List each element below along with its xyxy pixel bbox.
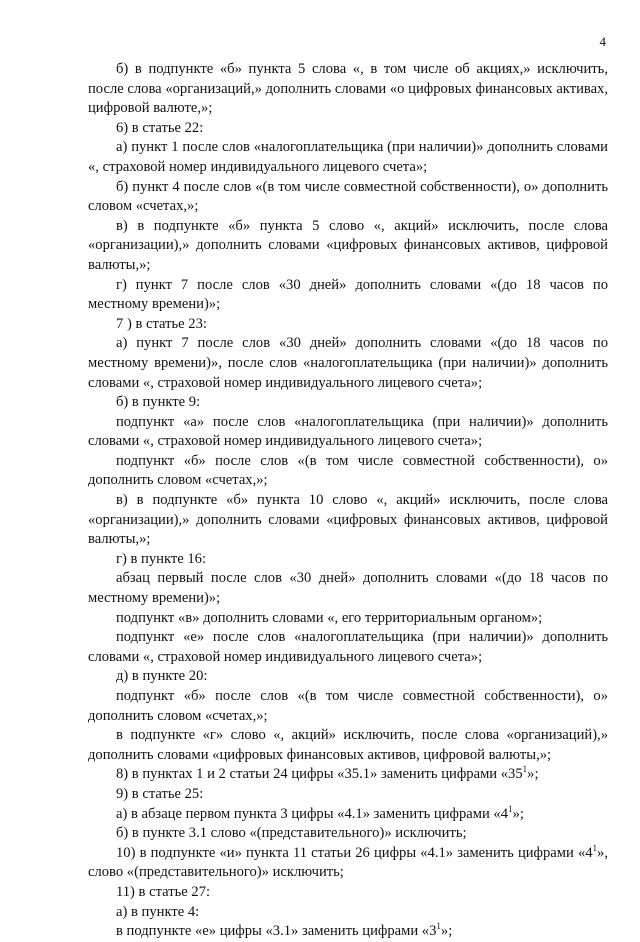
paragraph: в) в подпункте «б» пункта 10 слово «, акций» исключить, после слова «организации),» дополнить словами «цифровых финансовых активов, цифровой валюты,»; — [88, 492, 608, 548]
paragraph: подпункт «а» после слов «налогоплательщика (при наличии)» дополнить словами «, страховой номер индивидуального лицевого счета»; — [88, 413, 608, 450]
paragraph: б) в пункте 3.1 слово «(представительного)» исключить; — [116, 825, 467, 842]
paragraph: а) в пункте 4: — [116, 903, 200, 920]
paragraph: д) в пункте 20: — [116, 668, 208, 685]
paragraph: б) пункт 4 после слов «(в том числе совместной собственности), о» дополнить словом «счетах,»; — [88, 178, 608, 215]
paragraph: 9) в статье 25: — [116, 785, 204, 802]
paragraph: подпункт «б» после слов «(в том числе совместной собственности), о» дополнить словом «счетах,»; — [88, 452, 608, 489]
document-body — [88, 60, 608, 942]
paragraph: б) в пункте 9: — [116, 394, 201, 411]
paragraph: а) пункт 7 после слов «30 дней» дополнить словами «(до 18 часов по местному времени)», после слов «налогоплательщика (при наличии)» дополнить словами «, страховой номер индивидуального лицевого счета»; — [88, 335, 608, 391]
paragraph: а) в абзаце первом пункта 3 цифры «4.1» заменить цифрами «$4^1$»; — [116, 803, 524, 822]
page-number: 4 — [599, 34, 606, 49]
superscript: 1 — [436, 921, 441, 932]
paragraph: подпункт «е» после слов «налогоплательщика (при наличии)» дополнить словами «, страховой номер индивидуального лицевого счета»; — [88, 629, 608, 665]
paragraph: 7 ) в статье 23: — [116, 315, 207, 332]
paragraph: б) в подпункте «б» пункта 5 слова «, в том числе об акциях,» исключить, после слова «организаций,» дополнить словами «о цифровых финансовых активах, цифровой валюте,»; — [88, 61, 608, 117]
paragraph: 8) в пунктах 1 и 2 статьи 24 цифры «35.1» заменить цифрами «$35^1$»; — [116, 764, 539, 783]
superscript: 1 — [592, 842, 598, 853]
paragraph: г) пункт 7 после слов «30 дней» дополнить словами «(до 18 часов по местному времени)»; — [88, 276, 608, 313]
paragraph: в подпункте «г» слово «, акций» исключить, после слова «организаций),» дополнить словами «цифровых финансовых активов, цифровой валюты,»; — [88, 727, 608, 763]
paragraph: 10) в подпункте «и» пункта 11 статьи 26 цифры «4.1» заменить цифрами «$4^1$», слово «(представительного)» исключить; — [88, 842, 608, 881]
paragraph: 6) в статье 22: — [116, 119, 204, 136]
paragraph: в) в подпункте «б» пункта 5 слово «, акций» исключить, после слова «организации),» дополнить словами «цифровых финансовых активов, цифровой валюты,»; — [88, 217, 608, 273]
paragraph: г) в пункте 16: — [116, 550, 206, 567]
superscript: 1 — [508, 803, 513, 814]
paragraph: подпункт «в» дополнить словами «, его территориальным органом»; — [116, 609, 543, 626]
paragraph: абзац первый после слов «30 дней» дополнить словами «(до 18 часов по местному времени)»; — [88, 570, 608, 607]
paragraph: подпункт «б» после слов «(в том числе совместной собственности), о» дополнить словом «счетах,»; — [88, 688, 608, 724]
paragraph: 11) в статье 27: — [116, 883, 211, 900]
paragraph: в подпункте «е» цифры «3.1» заменить цифрами «$3^1$»; — [116, 921, 453, 940]
paragraph: а) пункт 1 после слов «налогоплательщика (при наличии)» дополнить словами «, страховой номер индивидуального лицевого счета»; — [88, 139, 608, 175]
superscript: 1 — [522, 764, 528, 775]
